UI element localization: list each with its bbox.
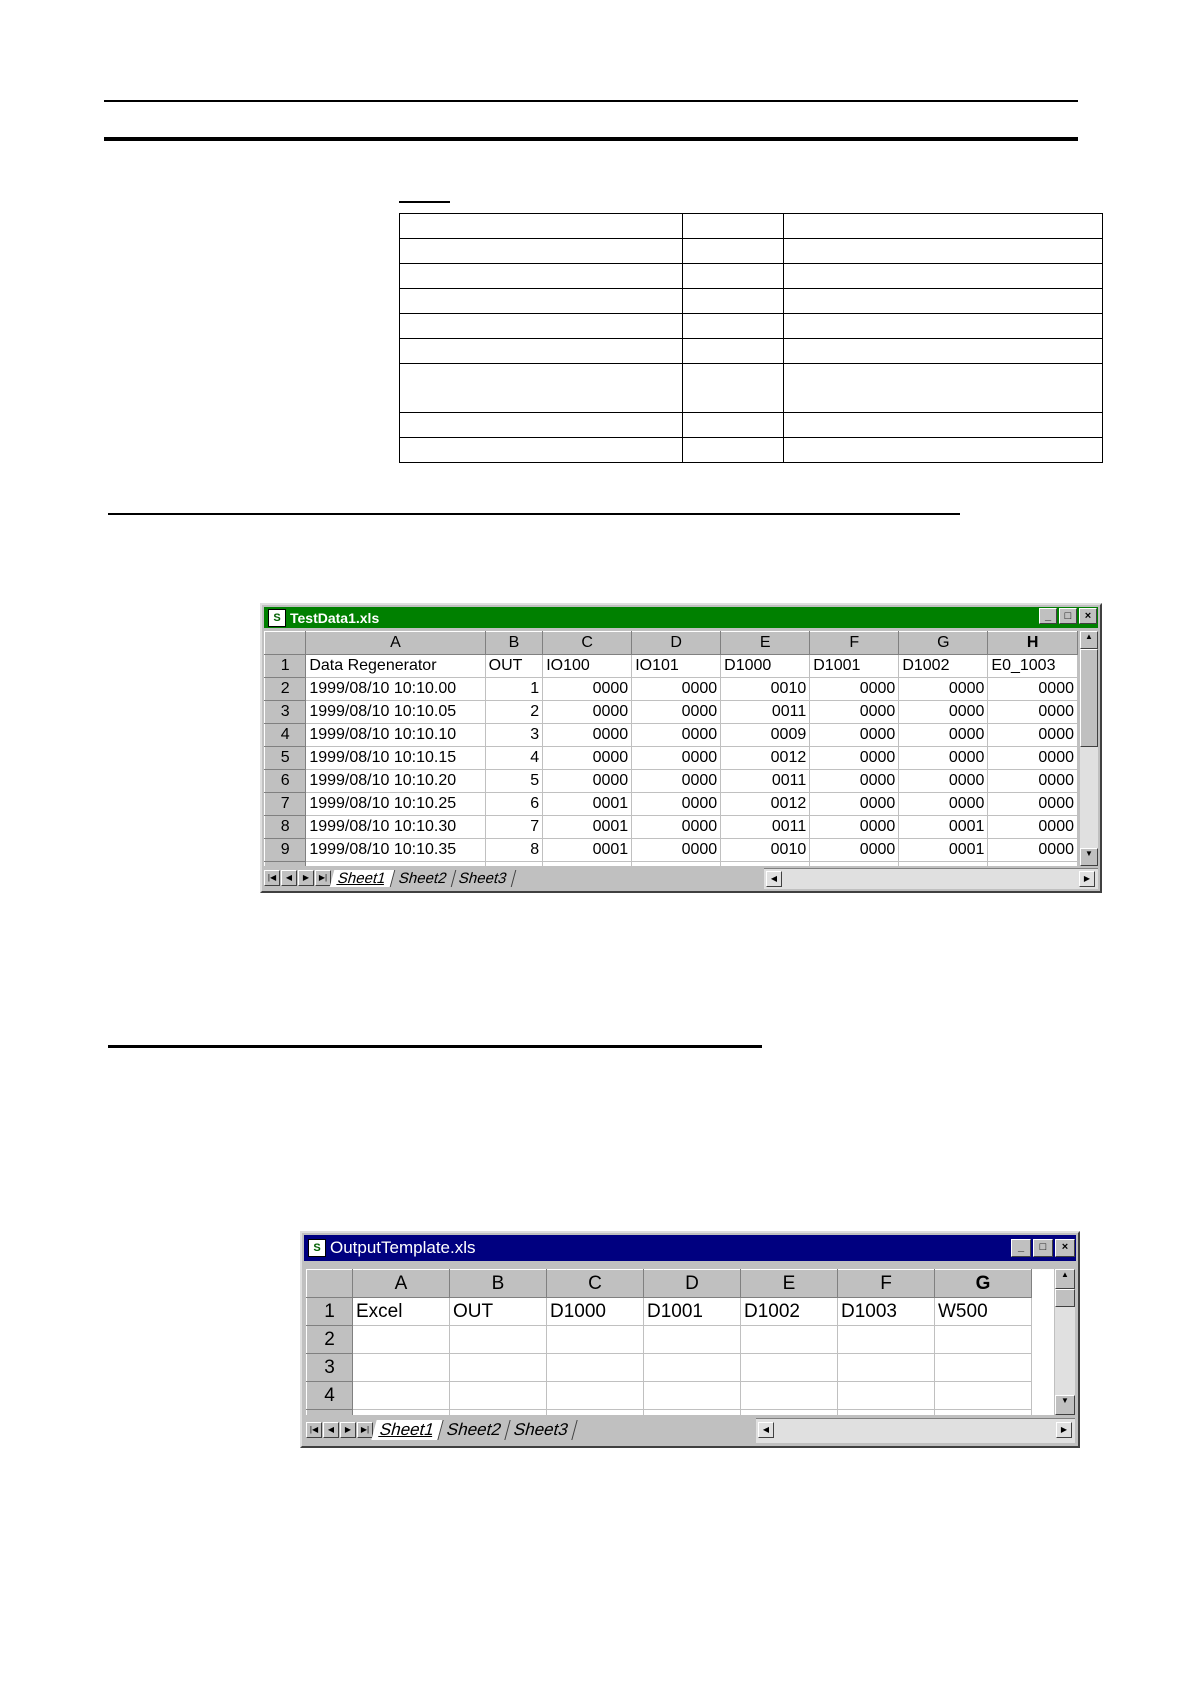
close-button[interactable]: ×	[1079, 608, 1097, 624]
cell[interactable]	[838, 1326, 935, 1354]
scroll-thumb[interactable]	[1055, 1289, 1075, 1307]
window-title: OutputTemplate.xls	[330, 1238, 476, 1257]
cell[interactable]	[644, 1382, 741, 1410]
cell[interactable]: 4	[485, 747, 543, 770]
cell[interactable]: 5	[485, 770, 543, 793]
cell[interactable]: 0000	[632, 747, 721, 770]
table-row	[265, 747, 1078, 770]
cell[interactable]: 0000	[543, 770, 632, 793]
cell[interactable]: 0000	[810, 701, 899, 724]
cell[interactable]: 0000	[988, 724, 1078, 747]
cell[interactable]: 0000	[899, 793, 988, 816]
table-row	[307, 1410, 1032, 1416]
cell[interactable]: 6	[485, 793, 543, 816]
cell[interactable]	[543, 862, 632, 867]
cell[interactable]: 0001	[899, 816, 988, 839]
cell[interactable]	[547, 1382, 644, 1410]
cell[interactable]: 0000	[988, 701, 1078, 724]
cell[interactable]: D1000	[547, 1298, 644, 1326]
row-header[interactable]: 1	[307, 1298, 353, 1326]
table-row	[265, 770, 1078, 793]
scroll-up-button[interactable]: ▲	[1055, 1269, 1075, 1289]
next-sheet-button[interactable]: ▶	[298, 870, 314, 886]
cell[interactable]: 0011	[721, 701, 810, 724]
cell[interactable]	[935, 1354, 1032, 1382]
cell[interactable]: 0009	[721, 724, 810, 747]
row-header[interactable]: 3	[265, 701, 306, 724]
sheet-tab-sheet2[interactable]: Sheet2	[390, 870, 455, 887]
cell[interactable]: 1999/08/10 10:10.05	[306, 701, 485, 724]
cell[interactable]: 0000	[632, 724, 721, 747]
column-header-e[interactable]: E	[721, 632, 810, 655]
sheet-tab-sheet2[interactable]: Sheet2	[438, 1420, 510, 1440]
table-row	[265, 701, 1078, 724]
cell[interactable]	[353, 1410, 450, 1416]
sheet-tab-sheet3[interactable]: Sheet3	[451, 870, 516, 887]
window-title-bar[interactable]	[264, 607, 1098, 628]
cell[interactable]: 0011	[721, 770, 810, 793]
sheet-tab-sheet3[interactable]: Sheet3	[505, 1420, 577, 1440]
cell[interactable]: Excel	[353, 1298, 450, 1326]
cell[interactable]	[988, 862, 1078, 867]
cell[interactable]: 0000	[988, 770, 1078, 793]
horizontal-scrollbar[interactable]	[764, 868, 1098, 889]
cell[interactable]: 0001	[543, 816, 632, 839]
cell[interactable]: 0010	[721, 839, 810, 862]
cell[interactable]: 0000	[899, 701, 988, 724]
cell[interactable]	[741, 1410, 838, 1416]
cell[interactable]	[644, 1326, 741, 1354]
cell[interactable]: 1999/08/10 10:10.30	[306, 816, 485, 839]
minimize-button[interactable]: _	[1039, 608, 1057, 624]
cell[interactable]	[485, 862, 543, 867]
cell[interactable]: 0000	[810, 839, 899, 862]
window-controls	[1011, 1239, 1075, 1257]
cell[interactable]: D1002	[899, 655, 988, 678]
cell[interactable]	[741, 1354, 838, 1382]
column-header-d[interactable]: D	[644, 1270, 741, 1298]
scroll-left-button[interactable]: ◀	[766, 871, 782, 887]
cell[interactable]: D1002	[741, 1298, 838, 1326]
sheet-tab-bar	[264, 868, 764, 888]
cell[interactable]: 1999/08/10 10:10.10	[306, 724, 485, 747]
cell[interactable]: 0000	[632, 793, 721, 816]
excel-doc-icon: S	[268, 609, 286, 627]
cell[interactable]: 1999/08/10 10:10.00	[306, 678, 485, 701]
table-row	[265, 678, 1078, 701]
column-header-g[interactable]: G	[899, 632, 988, 655]
row-header[interactable]: 3	[307, 1354, 353, 1382]
column-header-c[interactable]: C	[543, 632, 632, 655]
row-header[interactable]: 4	[265, 724, 306, 747]
cell[interactable]	[838, 1354, 935, 1382]
column-header-b[interactable]: B	[485, 632, 543, 655]
row-header[interactable]	[265, 862, 306, 867]
cell[interactable]: 0001	[543, 839, 632, 862]
cell[interactable]: 1999/08/10 10:10.15	[306, 747, 485, 770]
minimize-button[interactable]: _	[1011, 1239, 1031, 1257]
cell[interactable]: 0000	[988, 678, 1078, 701]
table-row	[265, 862, 1078, 867]
spreadsheet-grid[interactable]	[264, 631, 1078, 866]
window-title-bar[interactable]	[304, 1235, 1076, 1261]
cell[interactable]: OUT	[450, 1298, 547, 1326]
first-sheet-button[interactable]: |◀	[264, 870, 280, 886]
cell[interactable]: 0000	[632, 839, 721, 862]
column-header-h[interactable]: H	[988, 632, 1078, 655]
cell[interactable]: 0011	[721, 816, 810, 839]
close-button[interactable]: ×	[1055, 1239, 1075, 1257]
cell[interactable]: 0000	[899, 770, 988, 793]
last-sheet-button[interactable]: ▶|	[357, 1422, 373, 1438]
cell[interactable]: 0000	[810, 793, 899, 816]
cell[interactable]: 0012	[721, 793, 810, 816]
cell[interactable]: IO100	[543, 655, 632, 678]
cell-table	[264, 631, 1078, 866]
cell[interactable]: 0000	[988, 747, 1078, 770]
horizontal-scrollbar[interactable]	[756, 1418, 1075, 1443]
cell[interactable]	[450, 1326, 547, 1354]
section-rule-2	[108, 1045, 762, 1048]
cell[interactable]: 0000	[543, 701, 632, 724]
header-rule-thin	[104, 100, 1078, 102]
cell[interactable]: 0000	[988, 839, 1078, 862]
cell[interactable]: 0010	[721, 678, 810, 701]
cell[interactable]: 0000	[810, 770, 899, 793]
cell[interactable]	[306, 862, 485, 867]
cell[interactable]	[353, 1354, 450, 1382]
cell[interactable]: 1999/08/10 10:10.20	[306, 770, 485, 793]
cell[interactable]	[547, 1354, 644, 1382]
cell[interactable]: 1999/08/10 10:10.35	[306, 839, 485, 862]
column-header-f[interactable]: F	[838, 1270, 935, 1298]
cell[interactable]: 3	[485, 724, 543, 747]
cell[interactable]: 0000	[810, 816, 899, 839]
cell[interactable]: D1001	[810, 655, 899, 678]
row-header[interactable]: 5	[265, 747, 306, 770]
window-controls	[1039, 608, 1097, 624]
scroll-left-button[interactable]: ◀	[758, 1422, 774, 1438]
cell[interactable]	[353, 1382, 450, 1410]
cell[interactable]: D1003	[838, 1298, 935, 1326]
cell[interactable]	[741, 1326, 838, 1354]
cell[interactable]: 0000	[810, 747, 899, 770]
cell[interactable]	[810, 862, 899, 867]
column-header-b[interactable]: B	[450, 1270, 547, 1298]
cell[interactable]	[353, 1326, 450, 1354]
table-row	[265, 839, 1078, 862]
cell[interactable]: D1000	[721, 655, 810, 678]
row-header[interactable]	[307, 1410, 353, 1416]
cell[interactable]: 1	[485, 678, 543, 701]
cell[interactable]	[935, 1382, 1032, 1410]
spreadsheet-grid[interactable]	[306, 1269, 1054, 1415]
cell[interactable]: Data Regenerator	[306, 655, 485, 678]
window-title: TestData1.xls	[290, 609, 380, 626]
sheet-tab-sheet1[interactable]: Sheet1	[330, 870, 395, 887]
cell[interactable]	[721, 862, 810, 867]
table-row	[265, 793, 1078, 816]
column-header-a[interactable]: A	[353, 1270, 450, 1298]
table-row	[307, 1354, 1032, 1382]
sheet-tab-sheet1[interactable]: Sheet1	[371, 1420, 443, 1440]
testdata-window[interactable]	[260, 603, 1102, 893]
first-sheet-button[interactable]: |◀	[306, 1422, 322, 1438]
empty-ruled-table	[399, 213, 1103, 463]
table-row	[307, 1326, 1032, 1354]
row-header[interactable]: 9	[265, 839, 306, 862]
cell[interactable]: OUT	[485, 655, 543, 678]
cell[interactable]	[838, 1382, 935, 1410]
row-header[interactable]: 8	[265, 816, 306, 839]
cell[interactable]	[935, 1326, 1032, 1354]
cell[interactable]	[644, 1354, 741, 1382]
prev-sheet-button[interactable]: ◀	[323, 1422, 339, 1438]
table-row	[307, 1298, 1032, 1326]
cell-table	[306, 1269, 1032, 1415]
cell[interactable]: 0000	[810, 724, 899, 747]
scroll-thumb[interactable]	[1080, 649, 1098, 747]
table-row	[307, 1382, 1032, 1410]
section-rule-1	[108, 513, 960, 515]
cell[interactable]: 0000	[899, 678, 988, 701]
cell[interactable]: 0000	[543, 678, 632, 701]
cell[interactable]	[450, 1382, 547, 1410]
cell[interactable]: 0001	[899, 839, 988, 862]
cell[interactable]: 0000	[632, 701, 721, 724]
table-row	[265, 724, 1078, 747]
prev-sheet-button[interactable]: ◀	[281, 870, 297, 886]
cell[interactable]	[741, 1382, 838, 1410]
cell[interactable]: IO101	[632, 655, 721, 678]
cell[interactable]: 1999/08/10 10:10.25	[306, 793, 485, 816]
cell[interactable]	[632, 862, 721, 867]
scroll-down-button[interactable]: ▼	[1080, 848, 1098, 866]
outputtemplate-window[interactable]	[300, 1231, 1080, 1448]
cell[interactable]: 0000	[543, 724, 632, 747]
cell[interactable]: 0000	[988, 816, 1078, 839]
maximize-button[interactable]: □	[1059, 608, 1077, 624]
row-header[interactable]: 7	[265, 793, 306, 816]
cell[interactable]: 0000	[632, 678, 721, 701]
scroll-up-button[interactable]: ▲	[1080, 631, 1098, 649]
table-caption-underline	[399, 201, 450, 203]
excel-doc-icon: S	[308, 1239, 326, 1257]
table-row	[265, 816, 1078, 839]
column-header-d[interactable]: D	[632, 632, 721, 655]
cell[interactable]: 7	[485, 816, 543, 839]
cell[interactable]: 0012	[721, 747, 810, 770]
scroll-right-button[interactable]: ▶	[1056, 1422, 1072, 1438]
select-all-corner[interactable]	[307, 1270, 353, 1298]
cell[interactable]: E0_1003	[988, 655, 1078, 678]
row-header[interactable]: 1	[265, 655, 306, 678]
column-header-g[interactable]: G	[935, 1270, 1032, 1298]
select-all-corner[interactable]	[265, 632, 306, 655]
scroll-down-button[interactable]: ▼	[1055, 1395, 1075, 1415]
header-rule-thick	[104, 137, 1078, 141]
cell[interactable]	[450, 1410, 547, 1416]
cell[interactable]: 0001	[543, 793, 632, 816]
column-header-f[interactable]: F	[810, 632, 899, 655]
cell[interactable]	[547, 1326, 644, 1354]
row-header[interactable]: 6	[265, 770, 306, 793]
row-header[interactable]: 2	[265, 678, 306, 701]
next-sheet-button[interactable]: ▶	[340, 1422, 356, 1438]
cell[interactable]	[899, 862, 988, 867]
cell[interactable]: 8	[485, 839, 543, 862]
cell[interactable]: D1001	[644, 1298, 741, 1326]
row-header[interactable]: 4	[307, 1382, 353, 1410]
cell[interactable]: 2	[485, 701, 543, 724]
row-header[interactable]: 2	[307, 1326, 353, 1354]
cell[interactable]	[547, 1410, 644, 1416]
cell[interactable]: W500	[935, 1298, 1032, 1326]
scroll-right-button[interactable]: ▶	[1079, 871, 1095, 887]
maximize-button[interactable]: □	[1033, 1239, 1053, 1257]
last-sheet-button[interactable]: ▶|	[315, 870, 331, 886]
cell[interactable]: 0000	[899, 724, 988, 747]
column-header-e[interactable]: E	[741, 1270, 838, 1298]
cell[interactable]: 0000	[632, 770, 721, 793]
cell[interactable]: 0000	[543, 747, 632, 770]
cell[interactable]: 0000	[632, 816, 721, 839]
vertical-scrollbar[interactable]	[1080, 631, 1098, 866]
vertical-scrollbar[interactable]	[1055, 1269, 1075, 1415]
cell[interactable]	[838, 1410, 935, 1416]
column-header-c[interactable]: C	[547, 1270, 644, 1298]
cell[interactable]: 0000	[988, 793, 1078, 816]
cell[interactable]: 0000	[899, 747, 988, 770]
column-header-a[interactable]: A	[306, 632, 485, 655]
table-row	[265, 655, 1078, 678]
sheet-tab-bar	[306, 1418, 756, 1442]
cell[interactable]	[644, 1410, 741, 1416]
cell[interactable]	[935, 1410, 1032, 1416]
cell[interactable]: 0000	[810, 678, 899, 701]
cell[interactable]	[450, 1354, 547, 1382]
